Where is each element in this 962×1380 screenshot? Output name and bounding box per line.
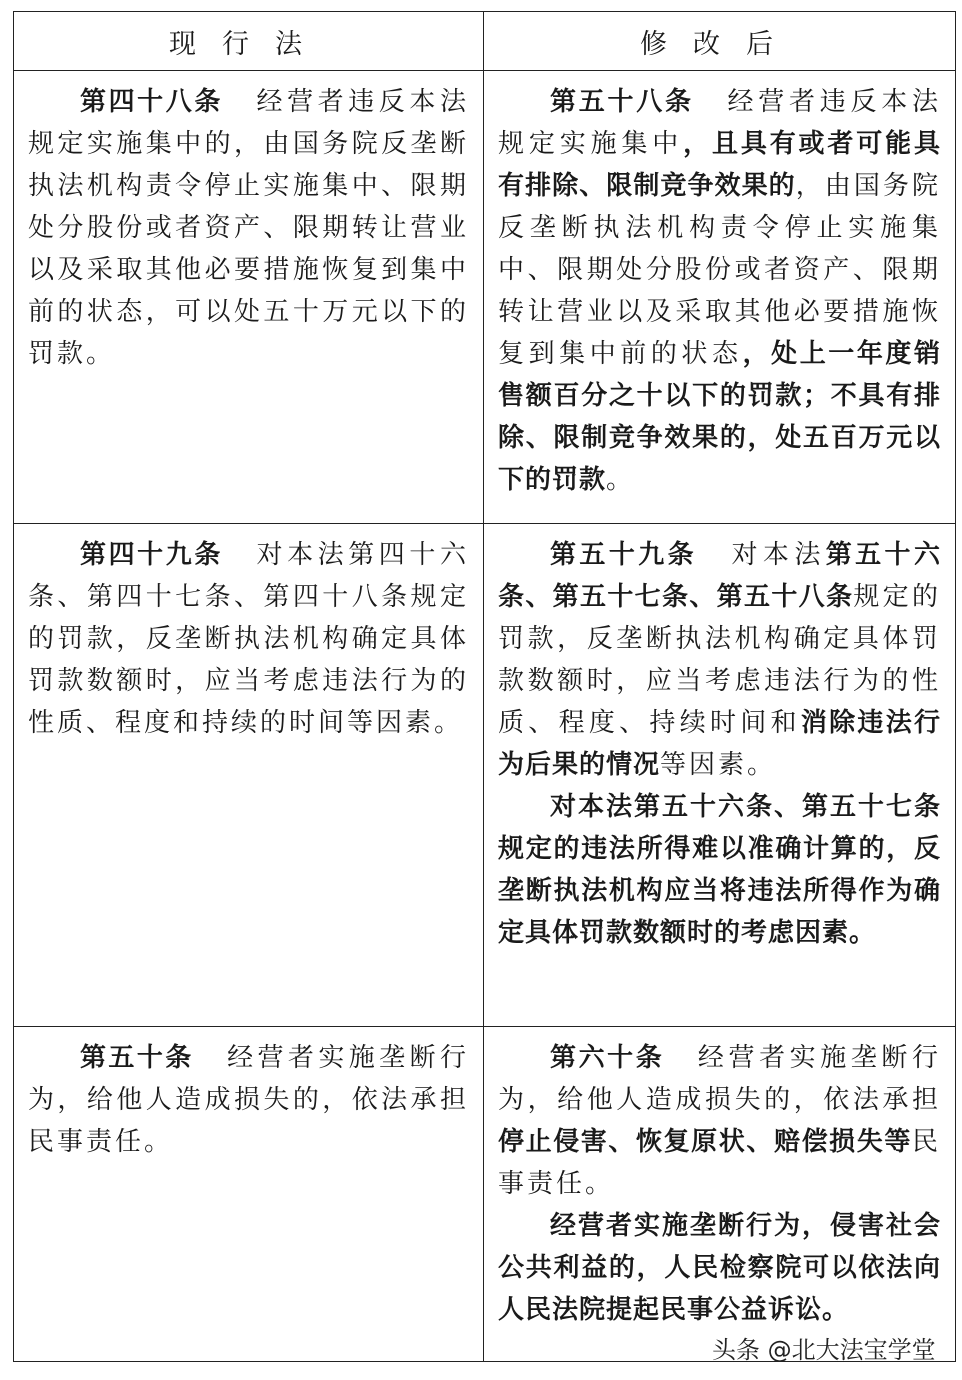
amended-text: 经营者实施垄断行为，侵害社会公共利益的，人民检察院可以依法向人民法院提起民事公益诉讼。 xyxy=(498,1211,941,1325)
amended-text: ，且具有或者可能具有排除、限制竞争效果的 xyxy=(498,129,941,201)
revised-article-60-para2 xyxy=(498,1205,941,1331)
table-row xyxy=(14,1027,956,1362)
article-number: 第四十九条 xyxy=(80,540,223,570)
amended-text: 停止侵害、恢复原状、赔偿损失等 xyxy=(498,1127,912,1157)
article-number: 第五十八条 xyxy=(550,87,694,117)
article-text: 规定的罚款，反垄断执法机构确定具体罚款数额时，应当考虑违法行为的性质、程度、持续时间和 xyxy=(498,582,941,738)
article-text: 对本法 xyxy=(729,540,826,570)
current-article-49 xyxy=(28,534,469,744)
article-number: 第六十条 xyxy=(550,1043,665,1073)
article-number: 第五十条 xyxy=(80,1043,194,1073)
article-text: 经营者实施垄断行为，给他人造成损失的，依法承担民事责任。 xyxy=(28,1043,469,1157)
current-cell xyxy=(14,524,484,1027)
amended-text: ，处上一年度销售额百分之十以下的罚款；不具有排除、限制竞争效果的，处五百万元以下的罚款 xyxy=(498,339,941,495)
revised-article-58 xyxy=(498,81,941,501)
header-current-law: 现行法 xyxy=(14,12,484,71)
table-row xyxy=(14,524,956,1027)
article-text: ，由国务院反垄断执法机构责令停止实施集中、限期处分股份或者资产、限期转让营业以及采取其他必要措施恢复到集中前的状态 xyxy=(498,171,941,369)
header-row xyxy=(14,12,956,71)
current-article-50 xyxy=(28,1037,469,1163)
amended-text: 消除违法行为后果的情况 xyxy=(498,708,941,780)
article-text: 对本法第四十六条、第四十七条、第四十八条规定的罚款，反垄断执法机构确定具体罚款数额时，应当考虑违法行为的性质、程度和持续的时间等因素。 xyxy=(28,540,469,738)
current-article-48 xyxy=(28,81,469,375)
amended-text: 第五十六条、第五十七条、第五十八条 xyxy=(498,540,941,612)
article-number: 第五十九条 xyxy=(550,540,698,570)
current-cell xyxy=(14,71,484,524)
revised-cell xyxy=(484,71,956,524)
comparison-table xyxy=(13,11,956,1362)
article-number: 第四十八条 xyxy=(80,87,223,117)
revised-cell xyxy=(484,1027,956,1362)
watermark: 头条 @北大法宝学堂 xyxy=(712,1336,936,1364)
article-text: 民事责任。 xyxy=(498,1127,941,1199)
revised-article-60 xyxy=(498,1037,941,1205)
article-text: 经营者实施垄断行为，给他人造成损失的，依法承担 xyxy=(498,1043,941,1115)
revised-article-59-para2 xyxy=(498,786,941,954)
revised-article-59 xyxy=(498,534,941,786)
header-revised-law: 修改后 xyxy=(484,12,956,71)
article-text: 。 xyxy=(606,465,636,495)
article-text: 经营者违反本法规定实施集中的，由国务院反垄断执法机构责令停止实施集中、限期处分股份或者资产、限期转让营业以及采取其他必要措施恢复到集中前的状态，可以处五十万元以下的罚款。 xyxy=(28,87,469,369)
amended-text: 对本法第五十六条、第五十七条规定的违法所得难以准确计算的，反垄断执法机构应当将违法所得作为确定具体罚款数额时的考虑因素。 xyxy=(498,792,941,948)
article-text: 经营者违反本法规定实施集中 xyxy=(498,87,941,159)
revised-cell xyxy=(484,524,956,1027)
current-cell xyxy=(14,1027,484,1362)
article-text: 等因素。 xyxy=(660,750,777,780)
table-row xyxy=(14,71,956,524)
